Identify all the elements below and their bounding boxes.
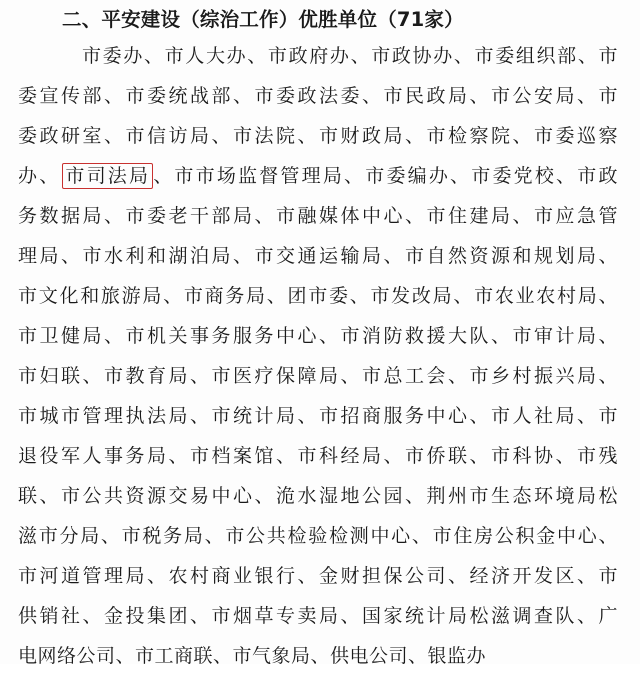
text-line: 市河道管理局、农村商业银行、金财担保公司、经济开发区、市 [18, 565, 618, 587]
text-line: 委政研室、市信访局、市法院、市财政局、市检察院、市委巡察 [18, 125, 618, 147]
text-line: 市文化和旅游局、市商务局、团市委、市发改局、市农业农村局、 [18, 285, 618, 307]
text-line: 电网络公司、市工商联、市气象局、供电公司、银监办 [18, 645, 487, 667]
text-line-with-highlight [18, 156, 618, 196]
text-line: 滋市分局、市税务局、市公共检验检测中心、市住房公积金中心、 [18, 525, 618, 547]
text-line: 供销社、金投集团、市烟草专卖局、国家统计局松滋调查队、广 [18, 605, 618, 627]
text-line: 理局、市水利和湖泊局、市交通运输局、市自然资源和规划局、 [18, 245, 618, 267]
text-line: 务数据局、市委老干部局、市融媒体中心、市住建局、市应急管 [18, 205, 618, 227]
text-line: 退役军人事务局、市档案馆、市科经局、市侨联、市科协、市残 [18, 445, 618, 467]
text-line: 联、市公共资源交易中心、洈水湿地公园、荆州市生态环境局松 [18, 485, 618, 507]
text-line: 市城市管理执法局、市统计局、市招商服务中心、市人社局、市 [18, 405, 618, 427]
text-line: 委宣传部、市委统战部、市委政法委、市民政局、市公安局、市 [18, 85, 618, 107]
section-heading: 二、平安建设（综治工作）优胜单位（71家） [62, 8, 464, 31]
text-line: 市委办、市人大办、市政府办、市政协办、市委组织部、市 [82, 45, 618, 67]
highlighted-unit-box: 市司法局 [62, 163, 153, 189]
text-line: 市卫健局、市机关事务服务中心、市消防救援大队、市审计局、 [18, 325, 618, 347]
text-fragment: 、市市场监督管理局、市委编办、市委党校、市政 [153, 165, 618, 187]
text-fragment: 办、 [18, 165, 61, 187]
text-line: 市妇联、市教育局、市医疗保障局、市总工会、市乡村振兴局、 [18, 365, 618, 387]
unit-list-paragraph [18, 36, 618, 676]
